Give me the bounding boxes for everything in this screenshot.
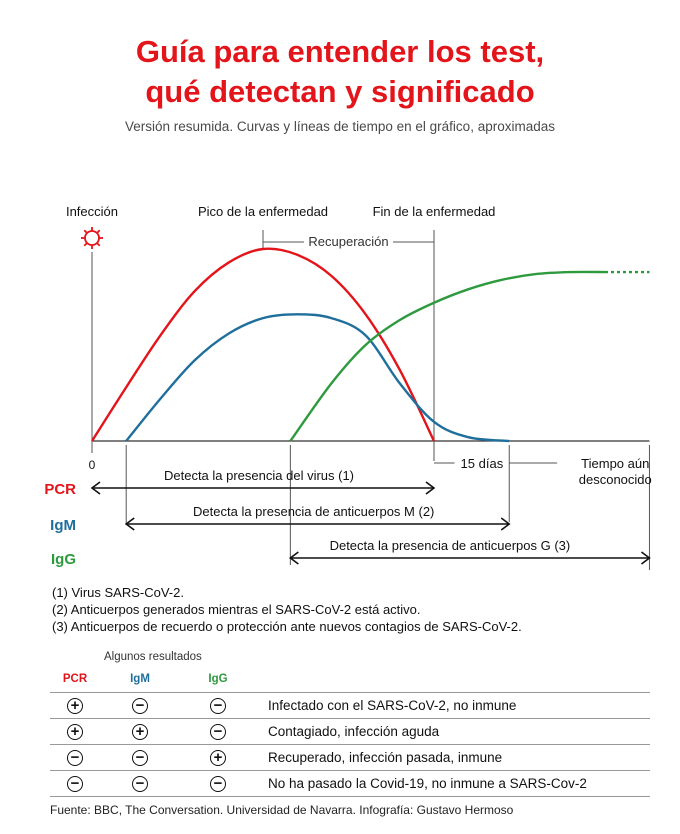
title-line-1: Guía para entender los test,	[135, 34, 545, 69]
result-cell-igm	[100, 719, 180, 745]
series-line-pcr	[92, 249, 434, 441]
negative-icon: −	[132, 750, 148, 766]
infographic-title	[0, 32, 680, 112]
origin-label: 0	[88, 458, 96, 472]
positive-icon: +	[210, 750, 226, 766]
negative-icon: −	[132, 776, 148, 792]
negative-icon: −	[210, 776, 226, 792]
recovery-label: Recuperación	[308, 234, 389, 249]
result-description: No ha pasado la Covid-19, no inmune a SARS-Cov-2	[256, 771, 650, 797]
result-row	[50, 771, 650, 797]
series-line-igm	[126, 314, 509, 441]
test-label-igm: IgM	[50, 517, 76, 534]
negative-icon: −	[67, 750, 83, 766]
positive-icon: +	[67, 724, 83, 740]
header-pcr-label: PCR	[62, 673, 88, 685]
detection-label-igg: Detecta la presencia de anticuerpos G (3)	[329, 538, 571, 553]
test-label-pcr: PCR	[44, 481, 76, 498]
virus-icon	[81, 227, 103, 249]
result-row	[50, 745, 650, 771]
result-cell-igm	[100, 771, 180, 797]
result-description: Contagiado, infección aguda	[256, 719, 650, 745]
header-igm	[100, 666, 180, 693]
antibody-timeline-chart	[0, 190, 680, 580]
header-description	[256, 666, 650, 693]
days15-label: 15 días	[460, 456, 504, 471]
title-line-2: qué detectan y significado	[145, 74, 535, 109]
result-cell-igg	[180, 771, 256, 797]
footnotes	[52, 584, 522, 635]
footnote-2: (2) Anticuerpos generados mientras el SARS-CoV-2 está activo.	[52, 602, 421, 617]
footnote-1: (1) Virus SARS-CoV-2.	[52, 585, 184, 600]
peak-label: Pico de la enfermedad	[197, 204, 329, 219]
subtitle: Versión resumida. Curvas y líneas de tiempo en el gráfico, aproximadas	[125, 119, 555, 134]
results-body	[50, 693, 650, 797]
result-cell-pcr	[50, 693, 100, 719]
result-row	[50, 719, 650, 745]
negative-icon: −	[210, 698, 226, 714]
infection-label: Infección	[65, 204, 119, 219]
result-cell-igm	[100, 693, 180, 719]
result-description: Recuperado, infección pasada, inmune	[256, 745, 650, 771]
results-table	[50, 666, 650, 797]
result-cell-igm	[100, 745, 180, 771]
negative-icon: −	[132, 698, 148, 714]
header-igm-label: IgM	[130, 673, 150, 685]
header-igg-label: IgG	[208, 673, 228, 685]
source-credit: Fuente: BBC, The Conversation. Universidad de Navarra. Infografía: Gustavo Hermoso	[50, 803, 514, 817]
series-line-igg	[290, 272, 605, 441]
negative-icon: −	[67, 776, 83, 792]
header-pcr	[50, 666, 100, 693]
results-caption: Algunos resultados	[104, 651, 202, 663]
result-cell-pcr	[50, 771, 100, 797]
result-cell-igg	[180, 719, 256, 745]
positive-icon: +	[132, 724, 148, 740]
result-cell-igg	[180, 745, 256, 771]
footnote-3: (3) Anticuerpos de recuerdo o protección ante nuevos contagios de SARS-CoV-2.	[52, 619, 522, 634]
unknown-label-line-2: desconocido	[578, 472, 652, 487]
results-header-row	[50, 666, 650, 693]
result-cell-igg	[180, 693, 256, 719]
detection-label-igm: Detecta la presencia de anticuerpos M (2)	[193, 504, 435, 519]
detection-label-pcr: Detecta la presencia del virus (1)	[163, 468, 355, 483]
header-igg	[180, 666, 256, 693]
negative-icon: −	[210, 724, 226, 740]
result-description: Infectado con el SARS-CoV-2, no inmune	[256, 693, 650, 719]
test-label-igg: IgG	[51, 551, 76, 568]
result-cell-pcr	[50, 745, 100, 771]
end-label: Fin de la enfermedad	[372, 204, 496, 219]
unknown-label-line-1: Tiempo aún	[581, 456, 650, 471]
positive-icon: +	[67, 698, 83, 714]
result-cell-pcr	[50, 719, 100, 745]
result-row	[50, 693, 650, 719]
